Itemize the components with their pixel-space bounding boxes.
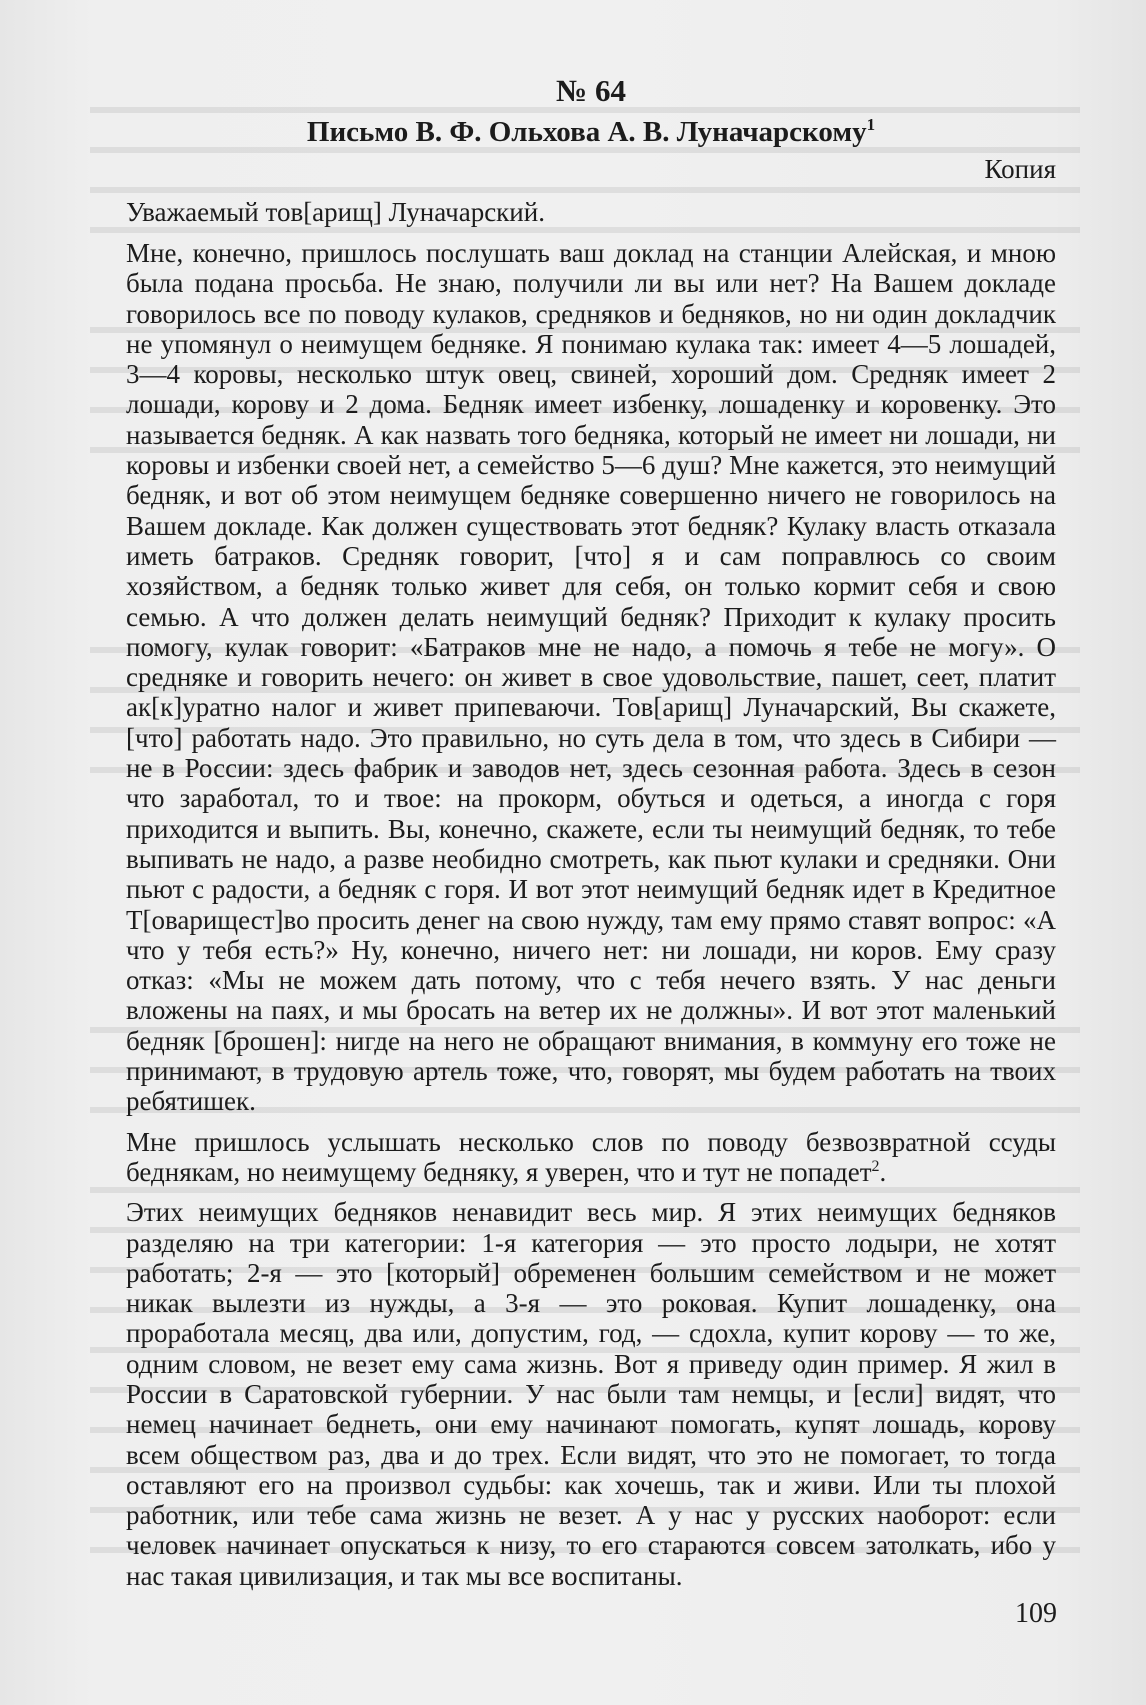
- document-number: № 64: [556, 73, 626, 108]
- title-footnote-marker: 1: [866, 115, 876, 134]
- paragraph-3: Этих неимущих бедняков ненавидит весь мир. Я этих неимущих бедняков разделяю на три категории: 1-я категория — это просто лодыри, не хотят работать; 2-я — это [который] обременен большим семейством и не может никак вылезти из нужды, а 3-я — это роковая. Купит лошаденку, она проработала месяц, два или, допустим, год, — сдохла, купит корову — то же, одним словом, не везет ему сама жизнь. Вот я приведу один пример. Я жил в России в Саратовской губернии. У нас были там немцы, и [если] видят, что немец начинает беднеть, они ему начинают помогать, купят лошадь, корову всем обществом раз, два и до трех. Если видят, что это не помогает, то тогда оставляют его на произвол судьбы: как хочешь, так и живи. Или ты плохой работник, или тебе сама жизнь не везет. А у нас у русских наоборот: если человек начинает опускаться к низу, то его стараются совсем затолкать, ибо у нас такая цивилизация, и так мы все воспитаны.: [126, 1197, 1056, 1591]
- page-number: 109: [1015, 1598, 1057, 1629]
- paragraph-1: Мне, конечно, пришлось послушать ваш доклад на станции Алейская, и мною была подана просьба. Не знаю, получили ли вы или нет? На Вашем докладе говорилось все по поводу кулаков, средняков и бедняков, но ни один докладчик не упомянул о неимущем бедняке. Я понимаю кулака так: имеет 4—5 лошадей, 3—4 коровы, несколько штук овец, свиней, хороший дом. Средняк имеет 2 лошади, корову и 2 дома. Бедняк имеет избенку, лошаденку и коровенку. Это называется бедняк. А как назвать того бедняка, который не имеет ни лошади, ни коровы и избенки своей нет, а семейство 5—6 душ? Мне кажется, это неимущий бедняк, и вот об этом неимущем бедняке совершенно ничего не говорилось на Вашем докладе. Как должен существовать этот бедняк? Кулаку власть отказала иметь батраков. Средняк говорит, [что] я и сам поправлюсь со своим хозяйством, а бедняк только живет для себя, он только кормит себя и свою семью. А что должен делать неимущий бедняк? Приходит к кулаку просить помогу, кулак говорит: «Батраков мне не надо, а помочь я тебе не могу». О средняке и говорить нечего: он живет в свое удовольствие, пашет, сеет, платит ак[к]уратно налог и живет припеваючи. Тов[арищ] Луначарский, Вы скажете, [что] работать надо. Это правильно, но суть дела в том, что здесь в Сибири — не в России: здесь фабрик и заводов нет, здесь сезонная работа. Здесь в сезон что заработал, то и твое: на прокорм, обуться и одеться, а иногда с горя приходится и выпить. Вы, конечно, скажете, если ты неимущий бедняк, то тебе выпивать не надо, а разве необидно смотреть, как пьют кулаки и средняки. Они пьют с радости, а бедняк с горя. И вот этот неимущий бедняк идет в Кредитное Т[оварищест]во просить денег на свою нужду, там ему прямо ставят вопрос: «А что у тебя есть?» Ну, конечно, ничего нет: ни лошади, ни коров. Ему сразу отказ: «Мы не можем дать потому, что с тебя нечего взять. У нас деньги вложены на паях, и мы бросать на ветер их не должны». И вот этот маленький бедняк [брошен]: нигде на него не обращают внимания, в коммуну его тоже не принимают, в трудовую артель тоже, что, говорят, мы будем работать на твоих ребятишек.: [126, 238, 1056, 1117]
- paragraph-2-footnote-marker: 2: [871, 1157, 880, 1175]
- document-title: [126, 112, 1056, 152]
- paragraph-2: [126, 1127, 1056, 1188]
- paragraph-2-text: Мне пришлось услышать несколько слов по поводу безвозвратной ссуды беднякам, но неимущему бедняку, я уверен, что и тут не попадет: [126, 1126, 1056, 1187]
- copy-mark: Копия: [984, 154, 1056, 184]
- document-title-text: Письмо В. Ф. Ольхова А. В. Луначарскому: [306, 116, 867, 148]
- salutation: Уважаемый тов[арищ] Луначарский.: [126, 197, 545, 227]
- letter-body: [126, 70, 1056, 1601]
- paragraph-2-tail: .: [879, 1156, 887, 1187]
